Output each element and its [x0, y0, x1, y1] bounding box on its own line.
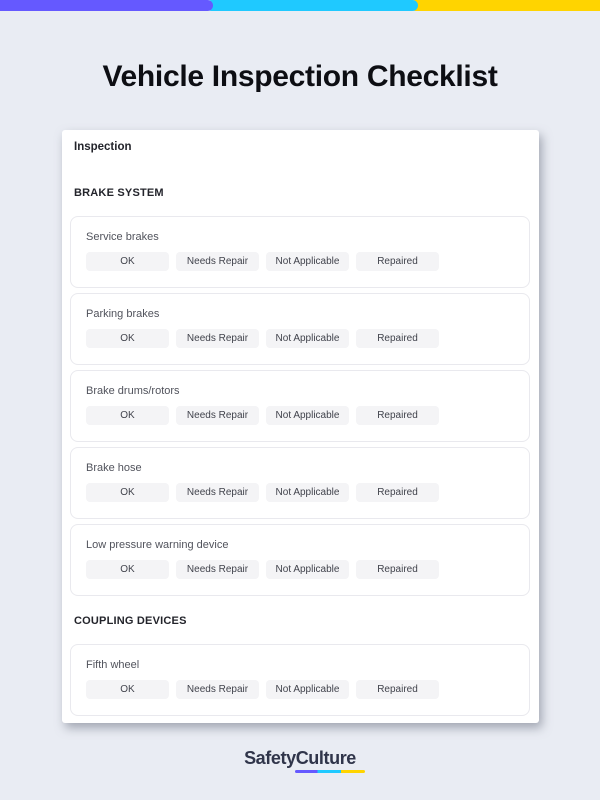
- response-options-row: [86, 252, 514, 271]
- inspection-form-card: [62, 130, 539, 723]
- response-button-needs-repair[interactable]: Needs Repair: [176, 560, 259, 579]
- items-container: [70, 216, 531, 596]
- checklist-item: [70, 216, 530, 288]
- response-button-not-applicable[interactable]: Not Applicable: [266, 252, 349, 271]
- checklist-item: [70, 370, 530, 442]
- brand-underline-bar: [295, 770, 365, 773]
- response-button-needs-repair[interactable]: Needs Repair: [176, 483, 259, 502]
- item-label: Fifth wheel: [86, 659, 140, 671]
- form-header: Inspection: [74, 141, 132, 153]
- footer: [0, 748, 600, 773]
- item-label: Parking brakes: [86, 308, 160, 320]
- response-button-repaired[interactable]: Repaired: [356, 483, 439, 502]
- response-button-ok[interactable]: OK: [86, 252, 169, 271]
- checklist-item: [70, 524, 530, 596]
- response-button-not-applicable[interactable]: Not Applicable: [266, 329, 349, 348]
- accent-bar-yellow: [410, 0, 600, 11]
- response-button-ok[interactable]: OK: [86, 406, 169, 425]
- response-button-ok[interactable]: OK: [86, 680, 169, 699]
- item-label: Brake hose: [86, 462, 142, 474]
- response-options-row: [86, 483, 514, 502]
- response-button-not-applicable[interactable]: Not Applicable: [266, 406, 349, 425]
- checklist-item: [70, 644, 530, 716]
- checklist-item: [70, 293, 530, 365]
- item-label: Service brakes: [86, 231, 159, 243]
- item-label: Brake drums/rotors: [86, 385, 180, 397]
- response-button-needs-repair[interactable]: Needs Repair: [176, 252, 259, 271]
- response-options-row: [86, 560, 514, 579]
- sections-container: [70, 187, 531, 716]
- checklist-item: [70, 447, 530, 519]
- response-button-ok[interactable]: OK: [86, 483, 169, 502]
- accent-bar: [0, 0, 600, 11]
- items-container: [70, 644, 531, 716]
- response-options-row: [86, 329, 514, 348]
- response-button-repaired[interactable]: Repaired: [356, 406, 439, 425]
- response-options-row: [86, 680, 514, 699]
- response-button-not-applicable[interactable]: Not Applicable: [266, 560, 349, 579]
- brand-name: SafetyCulture: [244, 748, 356, 768]
- response-button-needs-repair[interactable]: Needs Repair: [176, 680, 259, 699]
- response-button-repaired[interactable]: Repaired: [356, 329, 439, 348]
- response-options-row: [86, 406, 514, 425]
- item-label: Low pressure warning device: [86, 539, 229, 551]
- accent-bar-purple: [0, 0, 213, 11]
- response-button-not-applicable[interactable]: Not Applicable: [266, 680, 349, 699]
- response-button-repaired[interactable]: Repaired: [356, 560, 439, 579]
- accent-bar-cyan: [206, 0, 418, 11]
- section-title: BRAKE SYSTEM: [74, 187, 164, 199]
- response-button-needs-repair[interactable]: Needs Repair: [176, 329, 259, 348]
- response-button-repaired[interactable]: Repaired: [356, 680, 439, 699]
- response-button-ok[interactable]: OK: [86, 329, 169, 348]
- checklist-section: [70, 187, 531, 596]
- response-button-needs-repair[interactable]: Needs Repair: [176, 406, 259, 425]
- response-button-ok[interactable]: OK: [86, 560, 169, 579]
- section-title: COUPLING DEVICES: [74, 615, 187, 627]
- response-button-repaired[interactable]: Repaired: [356, 252, 439, 271]
- checklist-section: [70, 615, 531, 716]
- safetyculture-logo: [235, 748, 365, 773]
- response-button-not-applicable[interactable]: Not Applicable: [266, 483, 349, 502]
- page-title: Vehicle Inspection Checklist: [102, 60, 498, 93]
